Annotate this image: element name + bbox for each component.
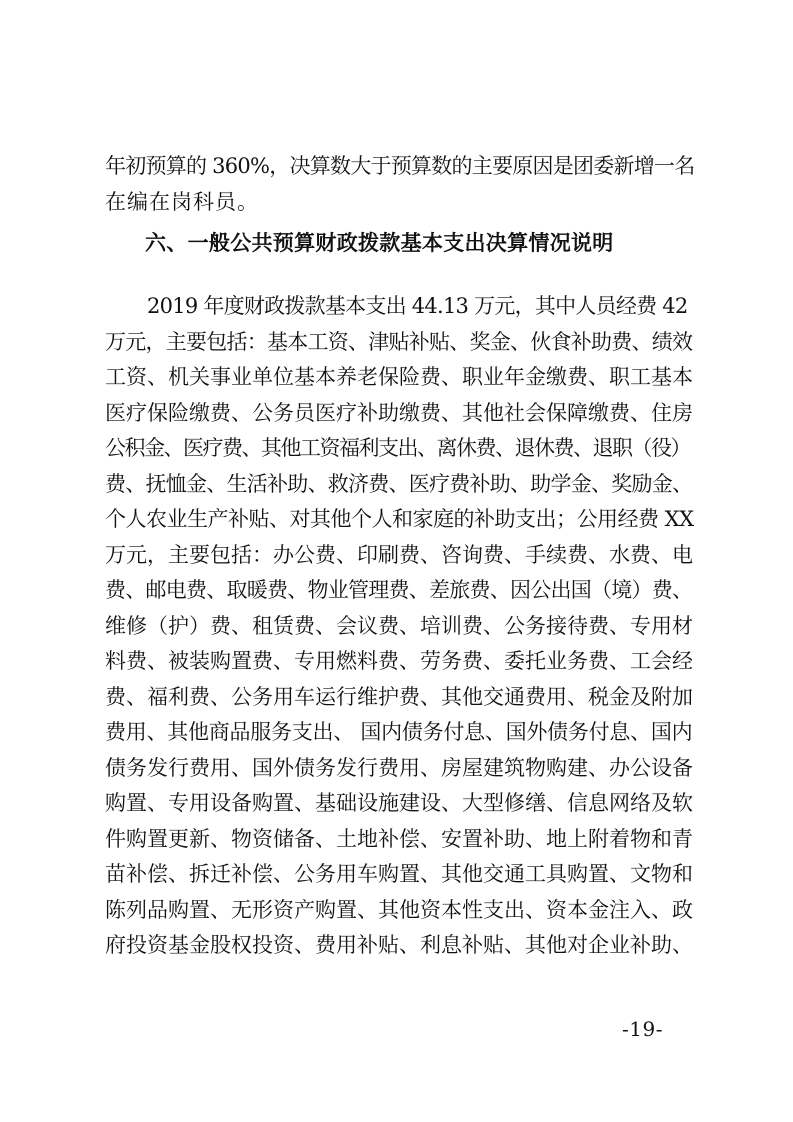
paragraph-line: 维修（护）费、租赁费、会议费、培训费、公务接待费、专用材 [105,613,693,638]
paragraph-line: 件购置更新、物资储备、土地补偿、安置补助、地上附着物和青 [105,826,693,851]
paragraph-line: 万元，主要包括：基本工资、津贴补贴、奖金、伙食补助费、绩效 [105,329,693,354]
paragraph-line: 年初预算的 360%，决算数大于预算数的主要原因是团委新增一名 [105,154,695,178]
paragraph-line: 工资、机关事业单位基本养老保险费、职业年金缴费、职工基本 [105,365,693,389]
paragraph-line: 购置、专用设备购置、基础设施建设、大型修缮、信息网络及软 [105,791,693,815]
page-number: -19- [622,1017,663,1041]
paragraph-line: 费用、其他商品服务支出、 国内债务付息、国外债务付息、国内 [105,720,693,744]
paragraph-line: 在编在岗科员。 [105,189,259,214]
paragraph-line: 医疗保险缴费、公务员医疗补助缴费、其他社会保障缴费、住房 [105,400,693,425]
section-heading: 六、一般公共预算财政拨款基本支出决算情况说明 [145,231,614,255]
paragraph-line: 陈列品购置、无形资产购置、其他资本性支出、资本金注入、政 [105,897,693,922]
paragraph-line: 费、抚恤金、生活补助、救济费、医疗费补助、助学金、奖励金、 [105,471,693,496]
paragraph-line: 公积金、医疗费、其他工资福利支出、离休费、退休费、退职（役） [105,436,690,460]
paragraph-line: 苗补偿、拆迁补偿、公务用车购置、其他交通工具购置、文物和 [105,862,693,886]
basic-expenditure-paragraph [105,289,695,964]
paragraph-line: 费、邮电费、取暖费、物业管理费、差旅费、因公出国（境）费、 [105,578,693,602]
paragraph-line: 万元，主要包括：办公费、印刷费、咨询费、手续费、水费、电 [105,542,693,567]
paragraph-line: 府投资基金股权投资、费用补贴、利息补贴、其他对企业补助、 [105,933,693,957]
paragraph-line: 2019 年度财政拨款基本支出 44.13 万元，其中人员经费 42 [147,294,688,318]
paragraph-line: 个人农业生产补贴、对其他个人和家庭的补助支出；公用经费 XX [105,507,694,531]
continuation-paragraph [105,149,695,220]
paragraph-line: 料费、被装购置费、专用燃料费、劳务费、委托业务费、工会经 [105,649,693,673]
paragraph-line: 费、福利费、公务用车运行维护费、其他交通费用、税金及附加 [105,684,693,709]
paragraph-line: 债务发行费用、国外债务发行费用、房屋建筑物购建、办公设备 [105,755,693,780]
